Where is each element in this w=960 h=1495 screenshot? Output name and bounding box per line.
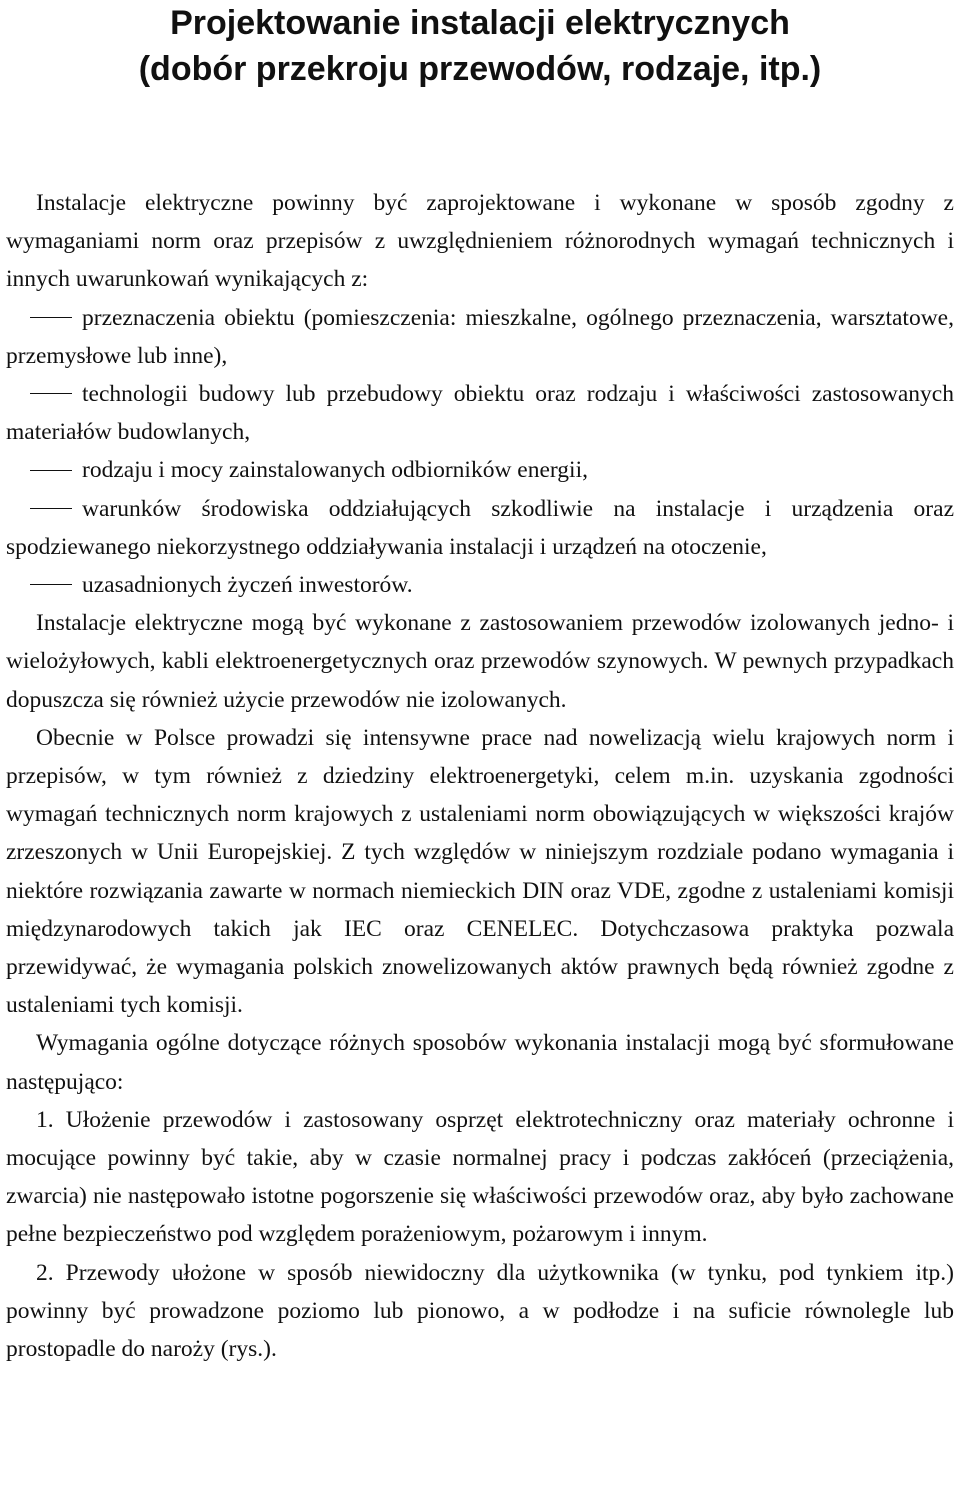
title-line-2: (dobór przekroju przewodów, rodzaje, itp.) — [138, 50, 822, 88]
paragraph-cables: Instalacje elektryczne mogą być wykonane z zastosowaniem przewodów izolowanych jedno- i wielożyłowych, kabli elektroenergetycznych oraz przewodów szynowych. W pewnych przypadkach dopuszcza się również użycie przewodów nie izolowanych. — [6, 610, 954, 713]
list-item-text: przeznaczenia obiektu (pomieszczenia: mieszkalne, ogólnego przeznaczenia, warsztatowe, przemysłowe lub inne), — [6, 304, 954, 369]
dash-bullet-icon — [30, 508, 72, 509]
list-item-text: uzasadnionych życzeń inwestorów. — [82, 572, 413, 599]
requirements-list — [6, 299, 954, 605]
dash-bullet-icon — [30, 584, 72, 585]
page-title — [6, 0, 954, 92]
paragraph-general-requirements: Wymagania ogólne dotyczące różnych sposobów wykonania instalacji mogą być sformułowane następująco: — [6, 1030, 954, 1095]
title-line-1: Projektowanie instalacji elektrycznych — [170, 4, 790, 42]
list-item — [6, 375, 954, 451]
intro-paragraph: Instalacje elektryczne powinny być zaprojektowane i wykonane w sposób zgodny z wymaganiami norm oraz przepisów z uwzględnieniem różnorodnych wymagań technicznych i innych uwarunkowań wynikających z: — [6, 190, 954, 293]
dash-bullet-icon — [30, 393, 72, 394]
numbered-item-1: 1. Ułożenie przewodów i zastosowany osprzęt elektrotechniczny oraz materiały ochronne i mocujące powinny być takie, aby w czasie normalnej pracy i podczas zakłóceń (przeciążenia, zwarcia) nie następowało istotne pogorszenie się właściwości przewodów oraz, aby było zachowane pełne bezpieczeństwo pod względem porażeniowym, pożarowym i innym. — [6, 1106, 954, 1248]
list-item — [6, 566, 954, 604]
list-item-text: rodzaju i mocy zainstalowanych odbiorników energii, — [82, 457, 588, 484]
list-item-text: warunków środowiska oddziałujących szkodliwie na instalacje i urządzenia oraz spodziewanego niekorzystnego oddziaływania instalacji i urządzeń na otoczenie, — [6, 495, 954, 560]
dash-bullet-icon — [30, 317, 72, 318]
document-body — [6, 184, 954, 1368]
list-item — [6, 451, 954, 489]
list-item — [6, 299, 954, 375]
list-item-text: technologii budowy lub przebudowy obiektu oraz rodzaju i właściwości zastosowanych materiałów budowlanych, — [6, 381, 954, 446]
paragraph-standards: Obecnie w Polsce prowadzi się intensywne prace nad nowelizacją wielu krajowych norm i przepisów, w tym również z dziedziny elektroenergetyki, celem m.in. uzyskania zgodności wymagań technicznych norm krajowych z ustaleniami norm obowiązujących w większości krajów zrzeszonych w Unii Europejskiej. Z tych względów w niniejszym rozdziale podano wymagania i niektóre rozwiązania zawarte w normach niemieckich DIN oraz VDE, zgodne z ustaleniami komisji międzynarodowych takich jak IEC oraz CENELEC. Dotychczasowa praktyka pozwala przewidywać, że wymagania polskich znowelizowanych aktów prawnych będą również zgodne z ustaleniami tych komisji. — [6, 724, 954, 1019]
list-item — [6, 490, 954, 566]
numbered-item-2: 2. Przewody ułożone w sposób niewidoczny dla użytkownika (w tynku, pod tynkiem itp.) powinny być prowadzone poziomo lub pionowo, a w podłodze i na suficie równolegle lub prostopadle do naroży (rys.). — [6, 1259, 954, 1363]
dash-bullet-icon — [30, 470, 72, 471]
